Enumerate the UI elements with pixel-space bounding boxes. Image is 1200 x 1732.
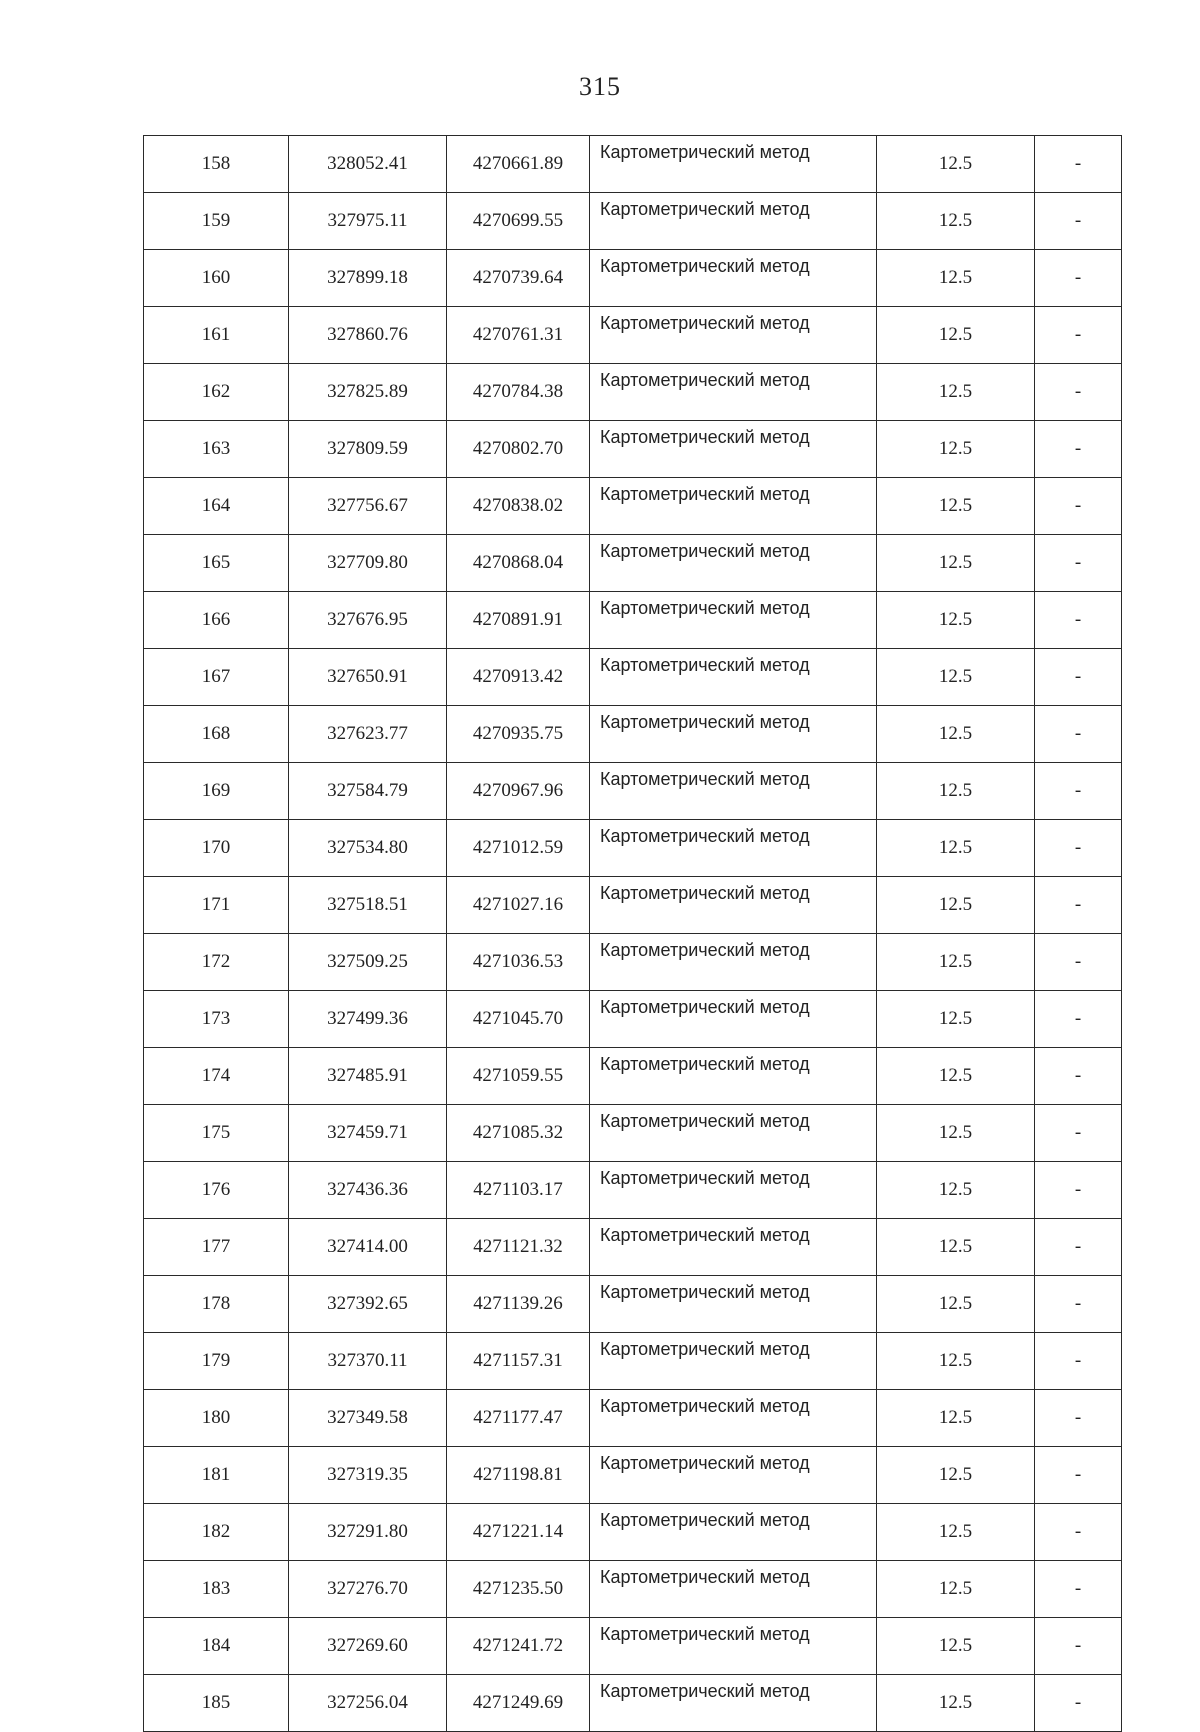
accuracy-cell: 12.5 bbox=[877, 307, 1035, 364]
table-row bbox=[144, 421, 1122, 478]
method-cell: Картометрический метод bbox=[590, 877, 877, 934]
table-row bbox=[144, 1276, 1122, 1333]
note-cell: - bbox=[1035, 649, 1122, 706]
method-cell: Картометрический метод bbox=[590, 193, 877, 250]
accuracy-cell: 12.5 bbox=[877, 991, 1035, 1048]
table-row bbox=[144, 193, 1122, 250]
point-number-cell: 182 bbox=[144, 1504, 289, 1561]
y-coordinate-cell: 4271103.17 bbox=[447, 1162, 590, 1219]
y-coordinate-cell: 4270802.70 bbox=[447, 421, 590, 478]
table-row bbox=[144, 1675, 1122, 1732]
y-coordinate-cell: 4271241.72 bbox=[447, 1618, 590, 1675]
method-cell: Картометрический метод bbox=[590, 1333, 877, 1390]
note-cell: - bbox=[1035, 1105, 1122, 1162]
x-coordinate-cell: 327825.89 bbox=[289, 364, 447, 421]
note-cell: - bbox=[1035, 934, 1122, 991]
point-number-cell: 177 bbox=[144, 1219, 289, 1276]
method-cell: Картометрический метод bbox=[590, 1276, 877, 1333]
accuracy-cell: 12.5 bbox=[877, 193, 1035, 250]
point-number-cell: 181 bbox=[144, 1447, 289, 1504]
note-cell: - bbox=[1035, 1504, 1122, 1561]
x-coordinate-cell: 327349.58 bbox=[289, 1390, 447, 1447]
point-number-cell: 183 bbox=[144, 1561, 289, 1618]
method-cell: Картометрический метод bbox=[590, 478, 877, 535]
point-number-cell: 179 bbox=[144, 1333, 289, 1390]
point-number-cell: 169 bbox=[144, 763, 289, 820]
table-row bbox=[144, 1447, 1122, 1504]
x-coordinate-cell: 327459.71 bbox=[289, 1105, 447, 1162]
method-cell: Картометрический метод bbox=[590, 535, 877, 592]
table-row bbox=[144, 649, 1122, 706]
point-number-cell: 174 bbox=[144, 1048, 289, 1105]
note-cell: - bbox=[1035, 1219, 1122, 1276]
x-coordinate-cell: 327584.79 bbox=[289, 763, 447, 820]
method-cell: Картометрический метод bbox=[590, 706, 877, 763]
table-row bbox=[144, 364, 1122, 421]
accuracy-cell: 12.5 bbox=[877, 136, 1035, 193]
x-coordinate-cell: 327975.11 bbox=[289, 193, 447, 250]
accuracy-cell: 12.5 bbox=[877, 1618, 1035, 1675]
accuracy-cell: 12.5 bbox=[877, 421, 1035, 478]
y-coordinate-cell: 4271027.16 bbox=[447, 877, 590, 934]
x-coordinate-cell: 327518.51 bbox=[289, 877, 447, 934]
note-cell: - bbox=[1035, 1618, 1122, 1675]
point-number-cell: 170 bbox=[144, 820, 289, 877]
note-cell: - bbox=[1035, 991, 1122, 1048]
x-coordinate-cell: 328052.41 bbox=[289, 136, 447, 193]
method-cell: Картометрический метод bbox=[590, 1162, 877, 1219]
accuracy-cell: 12.5 bbox=[877, 649, 1035, 706]
y-coordinate-cell: 4271121.32 bbox=[447, 1219, 590, 1276]
table-row bbox=[144, 1162, 1122, 1219]
point-number-cell: 166 bbox=[144, 592, 289, 649]
accuracy-cell: 12.5 bbox=[877, 1162, 1035, 1219]
note-cell: - bbox=[1035, 250, 1122, 307]
y-coordinate-cell: 4270935.75 bbox=[447, 706, 590, 763]
table-row bbox=[144, 706, 1122, 763]
x-coordinate-cell: 327319.35 bbox=[289, 1447, 447, 1504]
accuracy-cell: 12.5 bbox=[877, 1561, 1035, 1618]
y-coordinate-cell: 4270761.31 bbox=[447, 307, 590, 364]
table-row bbox=[144, 877, 1122, 934]
accuracy-cell: 12.5 bbox=[877, 1675, 1035, 1732]
point-number-cell: 161 bbox=[144, 307, 289, 364]
y-coordinate-cell: 4271157.31 bbox=[447, 1333, 590, 1390]
method-cell: Картометрический метод bbox=[590, 1105, 877, 1162]
x-coordinate-cell: 327436.36 bbox=[289, 1162, 447, 1219]
note-cell: - bbox=[1035, 763, 1122, 820]
method-cell: Картометрический метод bbox=[590, 934, 877, 991]
accuracy-cell: 12.5 bbox=[877, 1333, 1035, 1390]
note-cell: - bbox=[1035, 1390, 1122, 1447]
note-cell: - bbox=[1035, 1162, 1122, 1219]
table-row bbox=[144, 535, 1122, 592]
method-cell: Картометрический метод bbox=[590, 364, 877, 421]
y-coordinate-cell: 4271221.14 bbox=[447, 1504, 590, 1561]
table-row bbox=[144, 991, 1122, 1048]
x-coordinate-cell: 327414.00 bbox=[289, 1219, 447, 1276]
table-row bbox=[144, 1618, 1122, 1675]
x-coordinate-cell: 327269.60 bbox=[289, 1618, 447, 1675]
x-coordinate-cell: 327860.76 bbox=[289, 307, 447, 364]
x-coordinate-cell: 327392.65 bbox=[289, 1276, 447, 1333]
point-number-cell: 160 bbox=[144, 250, 289, 307]
accuracy-cell: 12.5 bbox=[877, 877, 1035, 934]
point-number-cell: 165 bbox=[144, 535, 289, 592]
table-row bbox=[144, 934, 1122, 991]
x-coordinate-cell: 327485.91 bbox=[289, 1048, 447, 1105]
point-number-cell: 162 bbox=[144, 364, 289, 421]
x-coordinate-cell: 327291.80 bbox=[289, 1504, 447, 1561]
accuracy-cell: 12.5 bbox=[877, 250, 1035, 307]
x-coordinate-cell: 327370.11 bbox=[289, 1333, 447, 1390]
point-number-cell: 163 bbox=[144, 421, 289, 478]
accuracy-cell: 12.5 bbox=[877, 1504, 1035, 1561]
method-cell: Картометрический метод bbox=[590, 1219, 877, 1276]
y-coordinate-cell: 4271045.70 bbox=[447, 991, 590, 1048]
accuracy-cell: 12.5 bbox=[877, 1276, 1035, 1333]
accuracy-cell: 12.5 bbox=[877, 934, 1035, 991]
note-cell: - bbox=[1035, 421, 1122, 478]
coordinates-table-body bbox=[144, 136, 1122, 1732]
method-cell: Картометрический метод bbox=[590, 763, 877, 820]
point-number-cell: 168 bbox=[144, 706, 289, 763]
method-cell: Картометрический метод bbox=[590, 1390, 877, 1447]
point-number-cell: 171 bbox=[144, 877, 289, 934]
table-row bbox=[144, 307, 1122, 364]
note-cell: - bbox=[1035, 1048, 1122, 1105]
point-number-cell: 164 bbox=[144, 478, 289, 535]
y-coordinate-cell: 4271085.32 bbox=[447, 1105, 590, 1162]
table-row bbox=[144, 478, 1122, 535]
y-coordinate-cell: 4271139.26 bbox=[447, 1276, 590, 1333]
x-coordinate-cell: 327276.70 bbox=[289, 1561, 447, 1618]
x-coordinate-cell: 327709.80 bbox=[289, 535, 447, 592]
table-row bbox=[144, 250, 1122, 307]
table-row bbox=[144, 592, 1122, 649]
page-number: 315 bbox=[579, 72, 621, 101]
accuracy-cell: 12.5 bbox=[877, 535, 1035, 592]
y-coordinate-cell: 4270739.64 bbox=[447, 250, 590, 307]
note-cell: - bbox=[1035, 877, 1122, 934]
method-cell: Картометрический метод bbox=[590, 820, 877, 877]
point-number-cell: 173 bbox=[144, 991, 289, 1048]
table-row bbox=[144, 1333, 1122, 1390]
point-number-cell: 185 bbox=[144, 1675, 289, 1732]
x-coordinate-cell: 327650.91 bbox=[289, 649, 447, 706]
note-cell: - bbox=[1035, 1675, 1122, 1732]
note-cell: - bbox=[1035, 1276, 1122, 1333]
accuracy-cell: 12.5 bbox=[877, 592, 1035, 649]
coordinates-table bbox=[143, 135, 1122, 1732]
accuracy-cell: 12.5 bbox=[877, 1048, 1035, 1105]
x-coordinate-cell: 327756.67 bbox=[289, 478, 447, 535]
note-cell: - bbox=[1035, 820, 1122, 877]
note-cell: - bbox=[1035, 1333, 1122, 1390]
accuracy-cell: 12.5 bbox=[877, 706, 1035, 763]
x-coordinate-cell: 327809.59 bbox=[289, 421, 447, 478]
method-cell: Картометрический метод bbox=[590, 991, 877, 1048]
method-cell: Картометрический метод bbox=[590, 1048, 877, 1105]
note-cell: - bbox=[1035, 364, 1122, 421]
accuracy-cell: 12.5 bbox=[877, 1390, 1035, 1447]
method-cell: Картометрический метод bbox=[590, 649, 877, 706]
note-cell: - bbox=[1035, 307, 1122, 364]
method-cell: Картометрический метод bbox=[590, 1675, 877, 1732]
y-coordinate-cell: 4271059.55 bbox=[447, 1048, 590, 1105]
method-cell: Картометрический метод bbox=[590, 421, 877, 478]
table-row bbox=[144, 1561, 1122, 1618]
x-coordinate-cell: 327256.04 bbox=[289, 1675, 447, 1732]
x-coordinate-cell: 327499.36 bbox=[289, 991, 447, 1048]
method-cell: Картометрический метод bbox=[590, 250, 877, 307]
point-number-cell: 175 bbox=[144, 1105, 289, 1162]
table-row bbox=[144, 763, 1122, 820]
table-row bbox=[144, 1105, 1122, 1162]
point-number-cell: 180 bbox=[144, 1390, 289, 1447]
x-coordinate-cell: 327623.77 bbox=[289, 706, 447, 763]
point-number-cell: 167 bbox=[144, 649, 289, 706]
x-coordinate-cell: 327509.25 bbox=[289, 934, 447, 991]
y-coordinate-cell: 4270913.42 bbox=[447, 649, 590, 706]
note-cell: - bbox=[1035, 478, 1122, 535]
y-coordinate-cell: 4271036.53 bbox=[447, 934, 590, 991]
y-coordinate-cell: 4271198.81 bbox=[447, 1447, 590, 1504]
method-cell: Картометрический метод bbox=[590, 1447, 877, 1504]
y-coordinate-cell: 4271235.50 bbox=[447, 1561, 590, 1618]
table-row bbox=[144, 820, 1122, 877]
y-coordinate-cell: 4271249.69 bbox=[447, 1675, 590, 1732]
note-cell: - bbox=[1035, 1447, 1122, 1504]
y-coordinate-cell: 4270967.96 bbox=[447, 763, 590, 820]
method-cell: Картометрический метод bbox=[590, 136, 877, 193]
y-coordinate-cell: 4270891.91 bbox=[447, 592, 590, 649]
y-coordinate-cell: 4270661.89 bbox=[447, 136, 590, 193]
note-cell: - bbox=[1035, 592, 1122, 649]
accuracy-cell: 12.5 bbox=[877, 1219, 1035, 1276]
note-cell: - bbox=[1035, 535, 1122, 592]
accuracy-cell: 12.5 bbox=[877, 1447, 1035, 1504]
method-cell: Картометрический метод bbox=[590, 1561, 877, 1618]
y-coordinate-cell: 4270699.55 bbox=[447, 193, 590, 250]
note-cell: - bbox=[1035, 1561, 1122, 1618]
note-cell: - bbox=[1035, 706, 1122, 763]
table-row bbox=[144, 1390, 1122, 1447]
table-row bbox=[144, 1504, 1122, 1561]
y-coordinate-cell: 4270868.04 bbox=[447, 535, 590, 592]
method-cell: Картометрический метод bbox=[590, 1504, 877, 1561]
x-coordinate-cell: 327899.18 bbox=[289, 250, 447, 307]
point-number-cell: 178 bbox=[144, 1276, 289, 1333]
accuracy-cell: 12.5 bbox=[877, 820, 1035, 877]
method-cell: Картометрический метод bbox=[590, 592, 877, 649]
x-coordinate-cell: 327676.95 bbox=[289, 592, 447, 649]
point-number-cell: 158 bbox=[144, 136, 289, 193]
accuracy-cell: 12.5 bbox=[877, 1105, 1035, 1162]
method-cell: Картометрический метод bbox=[590, 1618, 877, 1675]
accuracy-cell: 12.5 bbox=[877, 478, 1035, 535]
table-row bbox=[144, 136, 1122, 193]
table-row bbox=[144, 1219, 1122, 1276]
table-row bbox=[144, 1048, 1122, 1105]
note-cell: - bbox=[1035, 136, 1122, 193]
method-cell: Картометрический метод bbox=[590, 307, 877, 364]
accuracy-cell: 12.5 bbox=[877, 364, 1035, 421]
point-number-cell: 184 bbox=[144, 1618, 289, 1675]
point-number-cell: 172 bbox=[144, 934, 289, 991]
y-coordinate-cell: 4270838.02 bbox=[447, 478, 590, 535]
point-number-cell: 159 bbox=[144, 193, 289, 250]
note-cell: - bbox=[1035, 193, 1122, 250]
y-coordinate-cell: 4271177.47 bbox=[447, 1390, 590, 1447]
point-number-cell: 176 bbox=[144, 1162, 289, 1219]
accuracy-cell: 12.5 bbox=[877, 763, 1035, 820]
y-coordinate-cell: 4270784.38 bbox=[447, 364, 590, 421]
x-coordinate-cell: 327534.80 bbox=[289, 820, 447, 877]
y-coordinate-cell: 4271012.59 bbox=[447, 820, 590, 877]
